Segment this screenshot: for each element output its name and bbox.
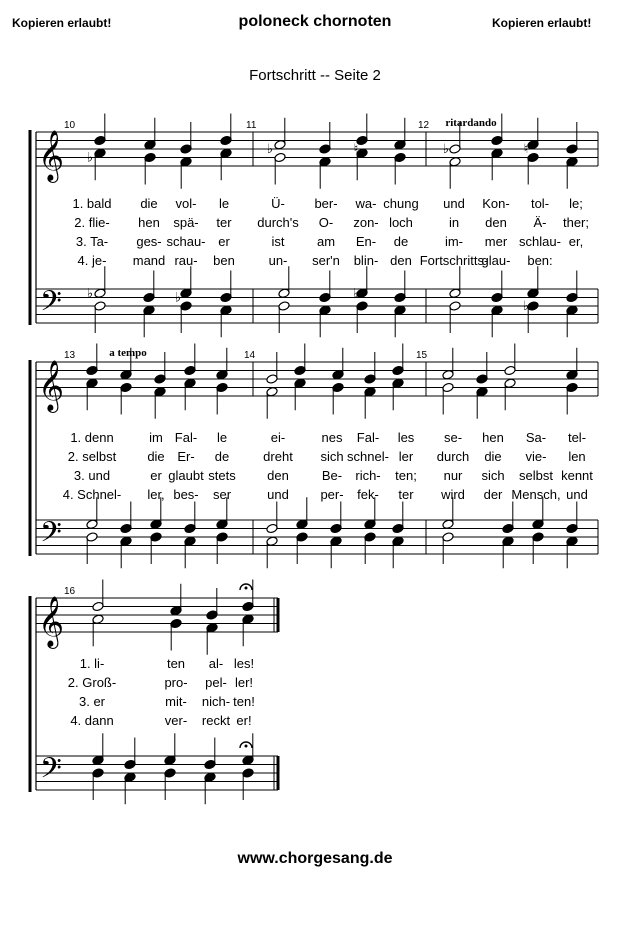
lyric-syllable: vie-: [525, 449, 547, 464]
lyric-syllable: de: [393, 234, 409, 249]
measure-number: 13: [64, 350, 76, 361]
lyric-verse: [80, 656, 254, 671]
lyric-syllable: kennt: [561, 468, 593, 483]
header-right-note: Kopieren erlaubt!: [492, 16, 592, 30]
lyric-syllable: 2. Groß-: [67, 675, 117, 690]
lyric-verse: [70, 430, 586, 445]
lyric-syllable: glaubt: [168, 468, 204, 483]
natural-icon: ♮: [353, 142, 359, 157]
lyric-syllable: Sa-: [525, 430, 547, 445]
treble-clef-icon: 𝄞: [38, 596, 65, 647]
lyric-syllable: vol-: [175, 196, 197, 211]
lyric-syllable: 4. dann: [70, 713, 114, 728]
lyric-syllable: tel-: [567, 430, 587, 445]
lyric-syllable: im: [149, 430, 163, 445]
lyric-verse: [74, 215, 589, 230]
header-left-note: Kopieren erlaubt!: [12, 16, 112, 30]
music-system: [30, 580, 278, 805]
tempo-mark: a tempo: [109, 347, 147, 359]
lyric-syllable: Be-: [321, 468, 343, 483]
lyric-syllable: wa-: [355, 196, 377, 211]
treble-clef-icon: 𝄞: [38, 360, 65, 411]
lyric-syllable: sich: [320, 449, 344, 464]
lyric-syllable: die: [484, 449, 502, 464]
lyric-syllable: Fal-: [356, 430, 380, 445]
lyric-syllable: blin-: [353, 253, 379, 268]
lyric-verse: [70, 713, 251, 728]
footer-website: www.chorgesang.de: [237, 850, 393, 867]
lyric-verse: [79, 694, 255, 709]
lyric-syllable: mand: [132, 253, 166, 268]
lyric-syllable: der: [483, 487, 503, 502]
lyric-syllable: En-: [355, 234, 377, 249]
lyric-syllable: pro-: [164, 675, 188, 690]
lyric-syllable: ser'n: [312, 253, 340, 268]
lyric-syllable: den: [390, 253, 412, 268]
lyric-syllable: nich-: [201, 694, 231, 709]
lyric-verse: [76, 234, 583, 249]
measure-number: 16: [64, 586, 76, 597]
lyric-syllable: ler: [398, 449, 414, 464]
lyric-syllable: und: [267, 487, 289, 502]
lyric-syllable: schau-: [166, 234, 206, 249]
bass-clef-icon: 𝄢: [40, 752, 62, 792]
page-title: poloneck chornoten: [238, 13, 392, 30]
lyric-syllable: den: [267, 468, 289, 483]
lyric-syllable: in: [448, 215, 460, 230]
lyric-syllable: 3. Ta-: [75, 234, 109, 249]
lyric-syllable: de: [214, 449, 230, 464]
tempo-mark: ritardando: [445, 117, 497, 129]
lyric-syllable: chung: [383, 196, 419, 211]
lyric-syllable: len: [568, 449, 586, 464]
lyric-syllable: nur: [443, 468, 463, 483]
lyric-syllable: rau-: [174, 253, 198, 268]
lyric-syllable: ei-: [270, 430, 286, 445]
lyric-syllable: reckt: [201, 713, 231, 728]
lyric-syllable: 3. er: [78, 694, 106, 709]
lyric-syllable: ten;: [395, 468, 417, 483]
lyric-syllable: 2. selbst: [67, 449, 117, 464]
bass-staff: [36, 497, 598, 568]
page-subtitle: Fortschritt -- Seite 2: [249, 67, 381, 84]
lyric-syllable: fek-: [357, 487, 379, 502]
lyric-verse: [68, 675, 253, 690]
lyric-syllable: ber-: [314, 196, 338, 211]
lyric-verse: [78, 253, 553, 268]
lyric-syllable: die: [147, 449, 165, 464]
lyric-syllable: bes-: [173, 487, 199, 502]
lyric-syllable: selbst: [519, 468, 553, 483]
lyric-verse: [63, 487, 588, 502]
lyric-syllable: Mensch,: [511, 487, 561, 502]
lyric-syllable: hen: [138, 215, 160, 230]
lyric-syllable: mit-: [165, 694, 187, 709]
lyric-syllable: schnel-: [347, 449, 389, 464]
flat-icon: ♭: [174, 290, 182, 306]
lyric-syllable: durch: [436, 449, 470, 464]
lyric-syllable: zon-: [353, 215, 379, 230]
fermata-dot: [245, 587, 248, 590]
lyric-syllable: sich: [481, 468, 505, 483]
natural-icon: ♮: [523, 142, 529, 157]
flat-icon: ♭: [522, 299, 530, 314]
lyric-syllable: les!: [233, 656, 255, 671]
flat-icon: ♭: [266, 142, 274, 157]
lyric-syllable: Kon-: [482, 196, 510, 211]
lyric-syllable: per-: [320, 487, 344, 502]
treble-staff: [36, 114, 598, 189]
lyric-syllable: se-: [443, 430, 463, 445]
lyric-syllable: spä-: [173, 215, 199, 230]
lyric-verse: [74, 468, 593, 483]
lyric-syllable: le;: [569, 196, 583, 211]
lyric-syllable: Er-: [177, 449, 195, 464]
lyric-syllable: tol-: [530, 196, 550, 211]
lyric-syllable: er: [218, 234, 230, 249]
measure-number: 10: [64, 120, 76, 131]
lyric-syllable: Fortschritts-: [419, 253, 489, 268]
lyric-syllable: ben:: [527, 253, 553, 268]
lyric-syllable: le: [216, 430, 228, 445]
lyric-syllable: und: [566, 487, 588, 502]
lyric-syllable: ter: [398, 487, 414, 502]
lyric-syllable: ten!: [233, 694, 255, 709]
lyric-syllable: und: [443, 196, 465, 211]
lyric-syllable: er: [150, 468, 162, 483]
lyric-syllable: ser: [212, 487, 232, 502]
lyric-syllable: pel-: [205, 675, 227, 690]
music-system: [30, 114, 598, 338]
lyric-syllable: ler!: [234, 675, 254, 690]
lyric-syllable: Ü-: [271, 196, 285, 211]
lyric-syllable: Ä-: [533, 215, 547, 230]
lyric-syllable: 3. und: [73, 468, 111, 483]
measure-number: 15: [416, 350, 428, 361]
measure-number: 11: [246, 120, 257, 131]
lyric-syllable: les: [397, 430, 415, 445]
bass-clef-icon: 𝄢: [40, 285, 62, 325]
flat-icon: ♭: [86, 150, 94, 166]
lyric-syllable: ges-: [136, 234, 162, 249]
lyric-syllable: mer: [484, 234, 508, 249]
lyric-syllable: le: [218, 196, 230, 211]
lyric-syllable: stets: [208, 468, 236, 483]
lyric-syllable: ver-: [164, 713, 188, 728]
flat-icon: ♭: [442, 142, 450, 157]
lyric-syllable: hen: [482, 430, 504, 445]
flat-icon: ♭: [86, 286, 94, 302]
lyric-syllable: un-: [268, 253, 288, 268]
lyric-syllable: im-: [444, 234, 464, 249]
lyric-syllable: den: [485, 215, 507, 230]
lyric-syllable: Fal-: [174, 430, 198, 445]
lyric-syllable: 2. flie-: [74, 215, 110, 230]
music-system: [30, 344, 598, 569]
treble-clef-icon: 𝄞: [38, 130, 65, 181]
measure-number: 12: [418, 120, 430, 131]
bass-clef-icon: 𝄢: [40, 516, 62, 556]
lyric-syllable: ist: [271, 234, 285, 249]
lyric-syllable: durch's: [257, 215, 299, 230]
fermata-dot: [245, 745, 248, 748]
lyric-syllable: ben: [213, 253, 235, 268]
lyric-syllable: er,: [568, 234, 584, 249]
lyric-syllable: al-: [208, 656, 224, 671]
lyric-syllable: O-: [318, 215, 334, 230]
lyric-syllable: ter: [216, 215, 232, 230]
lyric-syllable: ther;: [562, 215, 590, 230]
lyric-syllable: nes: [321, 430, 343, 445]
lyric-syllable: loch: [389, 215, 413, 230]
lyric-syllable: rich-: [355, 468, 381, 483]
lyric-syllable: ten: [166, 656, 186, 671]
lyric-syllable: dreht: [263, 449, 293, 464]
lyric-syllable: wird: [441, 487, 465, 502]
measure-number: 14: [244, 350, 256, 361]
lyric-syllable: 4. je-: [77, 253, 107, 268]
lyric-verse: [68, 449, 586, 464]
lyric-syllable: 4. Schnel-: [62, 487, 122, 502]
lyric-syllable: ler,: [147, 487, 165, 502]
lyric-syllable: schlau-: [519, 234, 561, 249]
lyric-syllable: er!: [236, 713, 252, 728]
lyric-syllable: 1. denn: [70, 430, 114, 445]
lyric-syllable: glau-: [481, 253, 511, 268]
lyric-verse: [72, 196, 582, 211]
flat-icon: ♭: [352, 286, 360, 302]
lyric-syllable: 1. bald: [72, 196, 112, 211]
lyric-syllable: die: [140, 196, 158, 211]
lyric-syllable: am: [316, 234, 336, 249]
bass-staff: [36, 266, 598, 337]
lyric-syllable: 1. li-: [79, 656, 105, 671]
